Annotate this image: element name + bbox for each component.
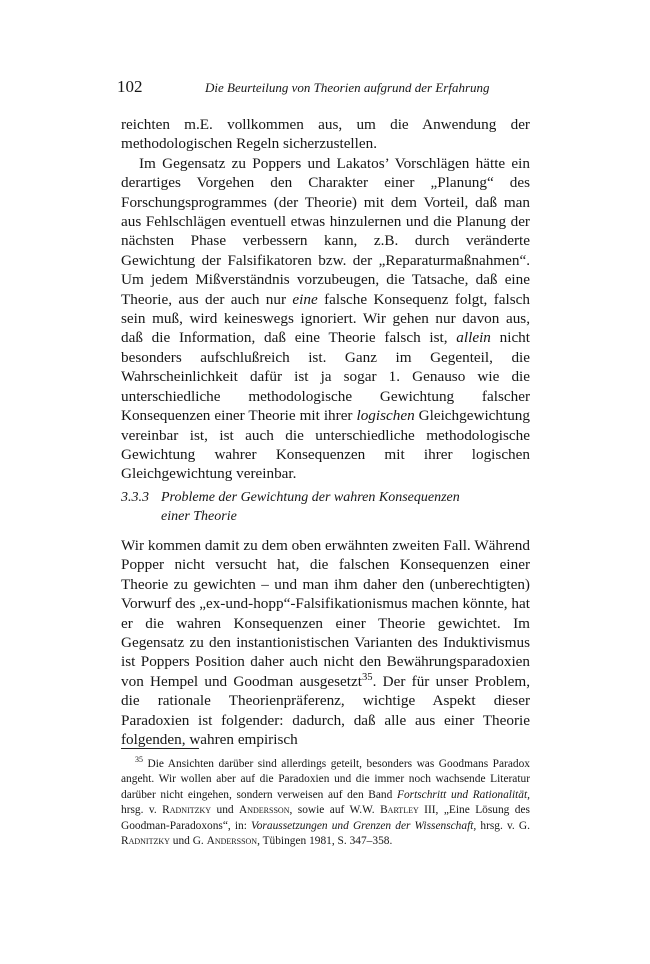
- footnote-separator: [121, 748, 199, 749]
- footnote: $^{35}$ Die Ansichten darüber sind allerdings geteilt, besonders was Goodmans Paradox angeht. Wir wollen aber auf die Paradoxien und die immer noch wachsende Literatur darüber nicht eingehen, sondern verweisen auf den Band Fortschritt und Rationalität, hrsg. v. Radnitzky und Andersson, sowie auf W.W. Bartley III, „Eine Lösung des Goodman-Paradoxons“, in: Voraussetzungen und Grenzen der Wissenschaft, hrsg. v. G. Radnitzky und G. Andersson, Tübingen 1981, S. 347–358.: [121, 755, 530, 848]
- paragraph: Im Gegensatz zu Poppers und Lakatos’ Vorschlägen hätte ein derartiges Vorgehen den Charakter einer „Planung“ des Forschungsprogrammes (der Theorie) mit dem Vorteil, daß man aus Fehlschlägen eventuell etwas hinzulernen und die Planung der nächsten Phase verbessern kann, z.B. durch veränderte Gewichtung der Falsifikatoren bzw. der „Reparaturmaßnahmen“. Um jedem Mißverständnis vorzubeugen, die Tatsache, daß eine Theorie, aus der auch nur eine falsche Konsequenz folgt, falsch sein muß, wird keineswegs ignoriert. Wir gehen nur davon aus, daß die Information, daß eine Theorie falsch ist, allein nicht besonders aufschlußreich ist. Ganz im Gegenteil, die Wahrscheinlichkeit dafür ist ja sogar 1. Genauso wie die unterschiedliche methodologische Gewichtung falscher Konsequenzen einer Theorie mit ihrer logischen Gleichgewichtung vereinbar ist, ist auch die unterschiedliche methodologische Gewichtung wahrer Konsequenzen mit ihrer logischen Gleichgewichtung vereinbar.: [121, 154, 530, 483]
- emphasis: eine: [292, 290, 318, 308]
- author-name: Andersson,: [239, 804, 293, 817]
- page-header: [117, 76, 537, 98]
- author-name: Andersson,: [206, 835, 260, 848]
- page-number: 102: [117, 77, 143, 96]
- author-name: Radnitzky: [121, 835, 170, 848]
- body-text-section: [121, 536, 530, 749]
- section-title: Probleme der Gewichtung der wahren Konsequenzen: [161, 490, 460, 505]
- book-title: Voraussetzungen und Grenzen der Wissenschaft,: [251, 819, 477, 832]
- paragraph: Wir kommen damit zu dem oben erwähnten zweiten Fall. Während Popper nicht versucht hat, die falschen Konsequenzen einer Theorie zu gewichten – und man ihm daher den (unberechtigten) Vorwurf des „ex-und-hopp“-Falsifikationismus machen könnte, hat er die wahren Konsequenzen einer Theorie gewichtet. Im Gegensatz zu den instantionistischen Varianten des Induktivismus ist Poppers Position daher auch nicht den Bewährungsparadoxien von Hempel und Goodman ausgesetzt$^{35}$. Der für unser Problem, die rationale Theorienpräferenz, wichtige Aspekt dieser Paradoxien ist folgender: dadurch, daß alle aus einer Theorie folgenden, wahren empirisch: [121, 537, 531, 749]
- author-name: Radnitzky: [162, 804, 212, 817]
- emphasis: allein: [456, 329, 491, 347]
- paragraph-continuation: reichten m.E. vollkommen aus, um die Anwendung der methodologischen Regeln sicherzustellen.: [121, 116, 530, 153]
- running-head: Die Beurteilung von Theorien aufgrund der Erfahrung: [205, 80, 490, 95]
- footnote-reference: 35: [361, 671, 373, 683]
- book-title: Fortschritt und Rationalität,: [396, 788, 530, 801]
- body-text-top: [121, 115, 530, 484]
- section-heading: [121, 488, 541, 526]
- section-number: 3.3.3: [121, 490, 149, 505]
- section-title-continuation: einer Theorie: [161, 509, 237, 524]
- emphasis: logischen: [356, 407, 415, 425]
- author-name: Bartley: [380, 804, 419, 817]
- footnote-number: 35: [135, 755, 143, 765]
